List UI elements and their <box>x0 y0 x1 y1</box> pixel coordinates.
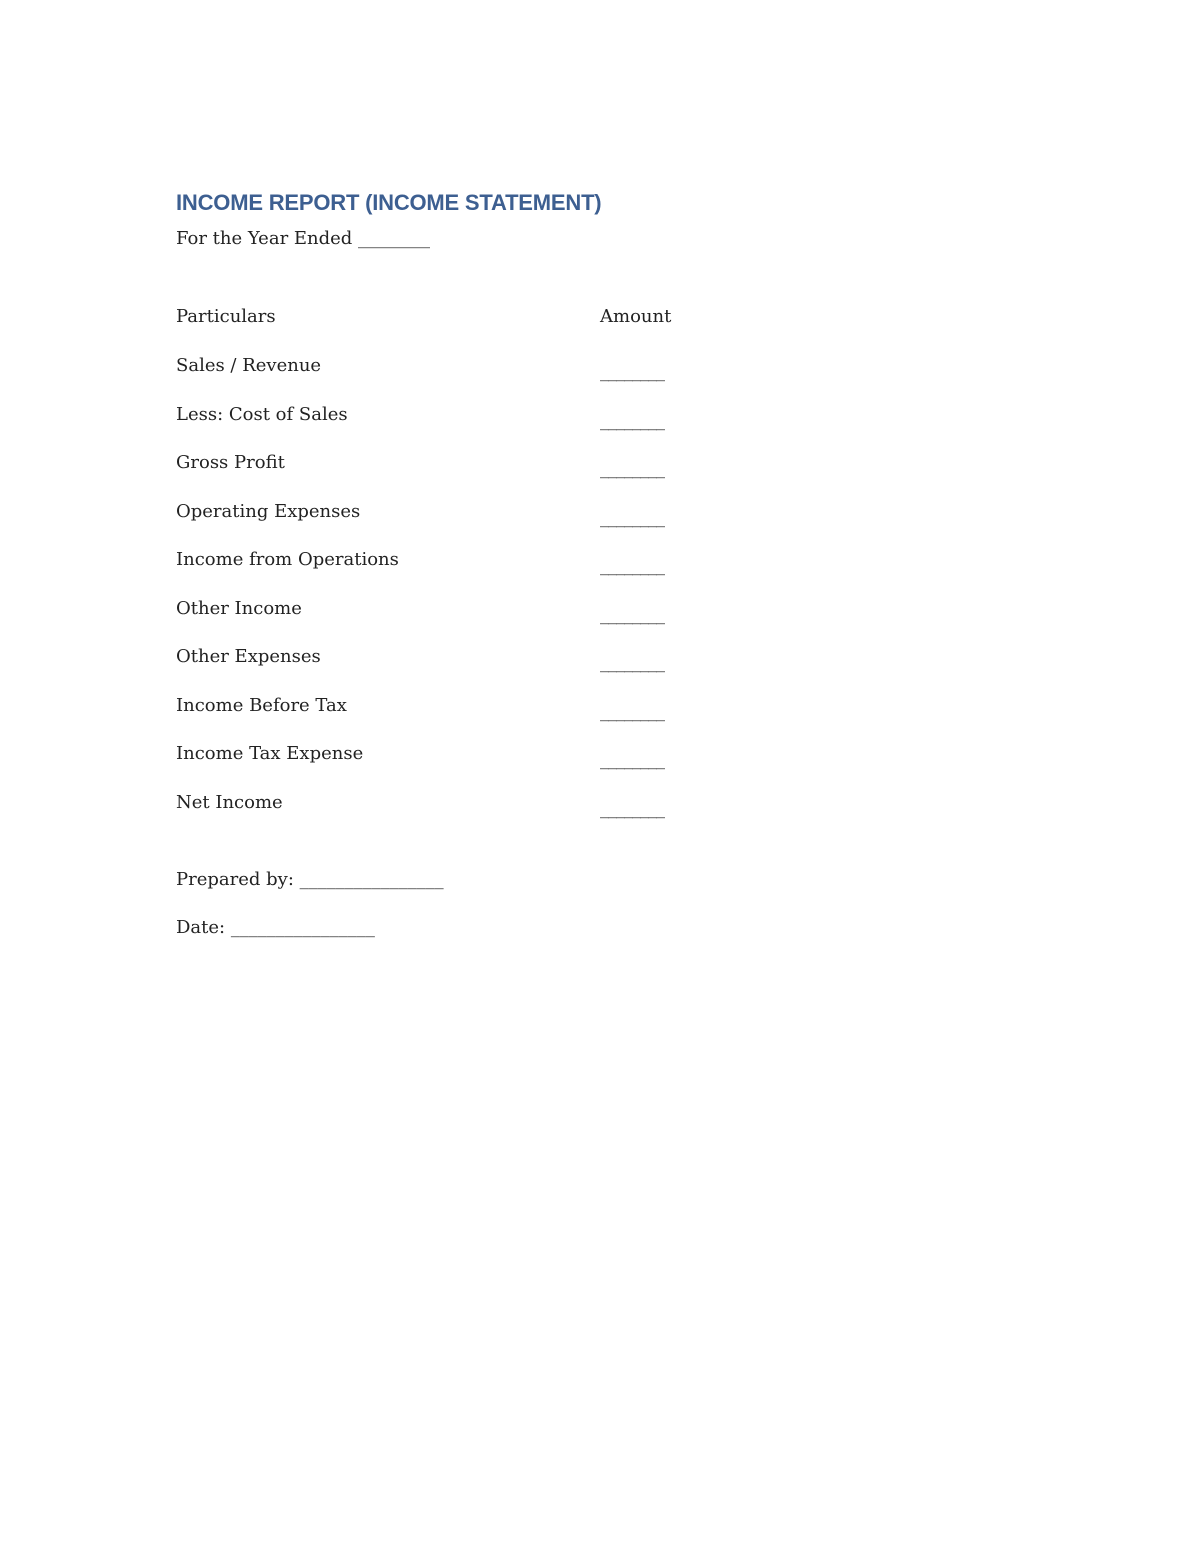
amount-blank: ________ <box>600 797 664 819</box>
amount-blank: ________ <box>600 555 664 576</box>
row-label: Sales / Revenue <box>176 355 322 376</box>
document-title: INCOME REPORT (INCOME STATEMENT) <box>176 190 602 215</box>
table-row <box>176 790 696 839</box>
row-label: Other Income <box>176 597 302 619</box>
amount-blank: ________ <box>600 652 664 673</box>
document-subtitle: For the Year Ended ________ <box>176 228 431 249</box>
amount-blank: ________ <box>600 700 664 722</box>
table-row <box>176 596 696 645</box>
row-label: Gross Profit <box>176 452 285 473</box>
amount-blank: ________ <box>600 409 664 431</box>
income-statement-table <box>176 353 696 838</box>
date-line: Date: ________________ <box>176 917 375 938</box>
amount-blank: ________ <box>600 506 664 528</box>
row-label: Other Expenses <box>176 646 321 667</box>
row-label: Income Tax Expense <box>176 743 364 764</box>
table-row <box>176 402 696 451</box>
table-row <box>176 693 696 742</box>
row-label: Net Income <box>176 791 283 813</box>
amount-blank: ________ <box>600 361 664 382</box>
prepared-by-line: Prepared by: ________________ <box>176 869 444 890</box>
table-row <box>176 644 696 693</box>
table-row <box>176 353 696 402</box>
amount-blank: ________ <box>600 749 664 770</box>
row-label: Income Before Tax <box>176 694 347 716</box>
row-label: Operating Expenses <box>176 500 361 522</box>
amount-blank: ________ <box>600 603 664 625</box>
table-row <box>176 450 696 499</box>
row-label: Income from Operations <box>176 549 399 570</box>
column-header-particulars: Particulars <box>176 306 276 327</box>
table-row <box>176 499 696 548</box>
table-row <box>176 741 696 790</box>
column-header-amount: Amount <box>600 306 672 327</box>
row-label: Less: Cost of Sales <box>176 403 348 425</box>
amount-blank: ________ <box>600 458 664 479</box>
table-row <box>176 547 696 596</box>
